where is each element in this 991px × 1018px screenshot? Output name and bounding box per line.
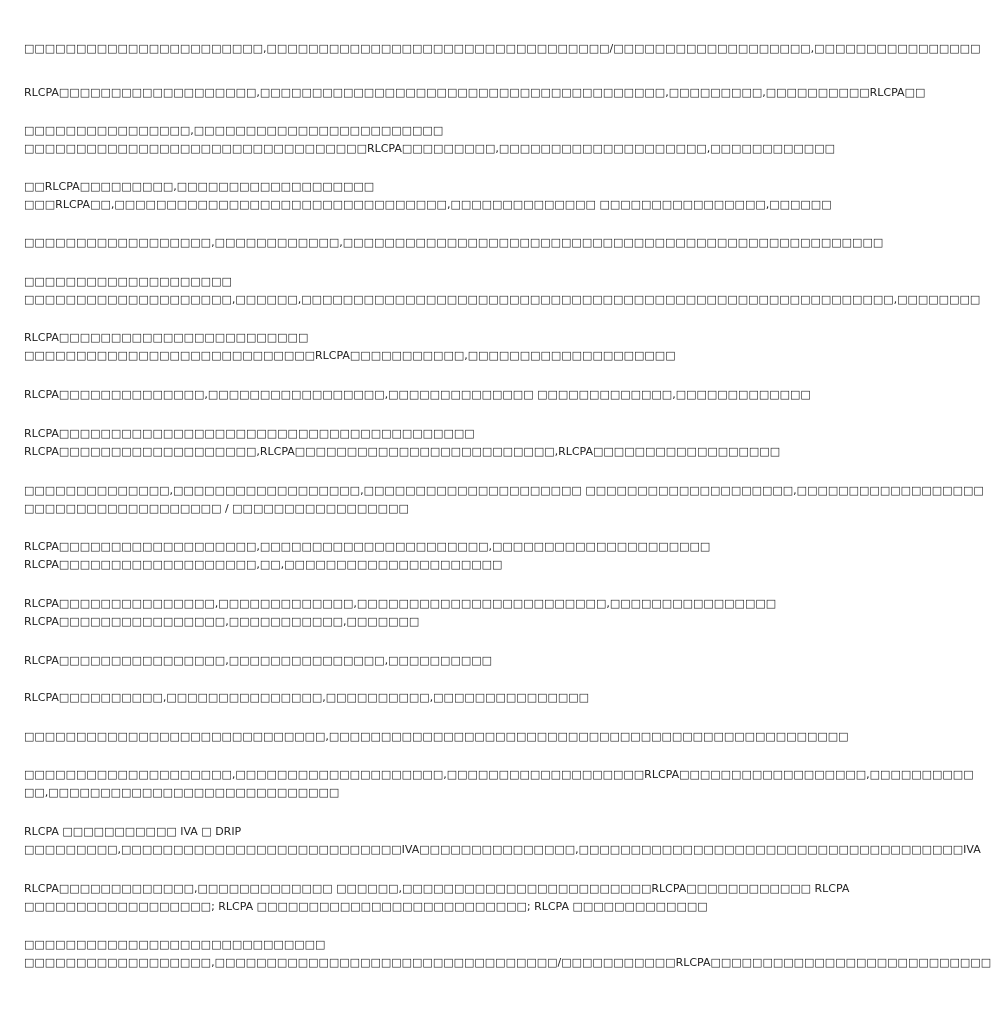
paragraph-6-line-1: □□□□□□□□□□□□□□□□□□□□ (24, 275, 232, 288)
paragraph-8-line-1: RLCPA□□□□□□□□□□□□□□,□□□□□□□□□□□□□□□□□,□□□□□□□□□□□□□□ □□□□□□□□□□□□□,□□□□□□□□□□□□□ (24, 388, 811, 401)
paragraph-16-line-2: □□,□□□□□□□□□□□□□□□□□□□□□□□□□□□□ (24, 786, 340, 799)
paragraph-9-line-1: RLCPA□□□□□□□□□□□□□□□□□□□□□□□□□□□□□□□□□□□□□□□□ (24, 427, 475, 440)
paragraph-11-line-2: RLCPA□□□□□□□□□□□□□□□□□□□,□□,□□□□□□□□□□□□□□□□□□□□□ (24, 558, 503, 571)
paragraph-17-line-1: RLCPA □□□□□□□□□□□ IVA □ DRIP (24, 825, 242, 838)
paragraph-19-line-2: □□□□□□□□□□□□□□□□□□,□□□□□□□□□□□□□□□□□□□□□□□□□□□□□□□□□/□□□□□□□□□□□RLCPA□□□□□□□□□□□□□□□□□□□□□□□□□□□ (24, 956, 991, 969)
paragraph-10-line-2: □□□□□□□□□□□□□□□□□□□ / □□□□□□□□□□□□□□□□□ (24, 502, 409, 515)
paragraph-5-line-1: □□□□□□□□□□□□□□□□□□,□□□□□□□□□□□□,□□□□□□□□□□□□□□□□□□□□□□□□□□□□□□□□□□□□□□□□□□□□□□□□□□□□ (24, 236, 884, 249)
paragraph-16-line-1: □□□□□□□□□□□□□□□□□□□□,□□□□□□□□□□□□□□□□□□□□,□□□□□□□□□□□□□□□□□□□RLCPA□□□□□□□□□□□□□□□□□□,□□□□□□□□□□ (24, 768, 974, 781)
paragraph-19-line-1: □□□□□□□□□□□□□□□□□□□□□□□□□□□□□ (24, 938, 326, 951)
paragraph-17-line-2: □□□□□□□□□,□□□□□□□□□□□□□□□□□□□□□□□□□□□IVA□□□□□□□□□□□□□□□,□□□□□□□□□□□□□□□□□□□□□□□□□□□□□□□□□□□□□IVA (24, 843, 981, 856)
paragraph-11-line-1: RLCPA□□□□□□□□□□□□□□□□□□□,□□□□□□□□□□□□□□□□□□□□□□,□□□□□□□□□□□□□□□□□□□□□ (24, 540, 711, 553)
paragraph-15-line-1: □□□□□□□□□□□□□□□□□□□□□□□□□□□□□,□□□□□□□□□□□□□□□□□□□□□□□□□□□□□□□□□□□□□□□□□□□□□□□□□□ (24, 730, 849, 743)
paragraph-4-line-1: □□RLCPA□□□□□□□□□,□□□□□□□□□□□□□□□□□□□ (24, 180, 375, 193)
paragraph-12-line-2: RLCPA□□□□□□□□□□□□□□□□,□□□□□□□□□□□,□□□□□□□ (24, 615, 420, 628)
paragraph-13-line-1: RLCPA□□□□□□□□□□□□□□□□,□□□□□□□□□□□□□□□,□□□□□□□□□□ (24, 654, 493, 667)
paragraph-14-line-1: RLCPA□□□□□□□□□□,□□□□□□□□□□□□□□□,□□□□□□□□□□,□□□□□□□□□□□□□□□ (24, 691, 590, 704)
paragraph-3-line-1: □□□□□□□□□□□□□□□□,□□□□□□□□□□□□□□□□□□□□□□□□ (24, 124, 444, 137)
paragraph-2-line-1: RLCPA□□□□□□□□□□□□□□□□□□□,□□□□□□□□□□□□□□□□□□□□□□□□□□□□□□□□□□□□□□□,□□□□□□□□□,□□□□□□□□□□RLCPA□□ (24, 86, 926, 99)
paragraph-7-line-1: RLCPA□□□□□□□□□□□□□□□□□□□□□□□□ (24, 331, 309, 344)
paragraph-6-line-2: □□□□□□□□□□□□□□□□□□□□,□□□□□□,□□□□□□□□□□□□□□□□□□□□□□□□□□□□□□□□□□□□□□□□□□□□□□□□□□□□□□□□□,□□□□□□□□ (24, 293, 981, 306)
paragraph-1-line-1: □□□□□□□□□□□□□□□□□□□□□□□,□□□□□□□□□□□□□□□□□□□□□□□□□□□□□□□□□/□□□□□□□□□□□□□□□□□□□,□□□□□□□□□□□□□□□□ (24, 42, 981, 55)
paragraph-10-line-1: □□□□□□□□□□□□□□,□□□□□□□□□□□□□□□□□□,□□□□□□□□□□□□□□□□□□□□□ □□□□□□□□□□□□□□□□□□□□,□□□□□□□□□□□□□□□□□□ (24, 484, 984, 497)
paragraph-3-line-2: □□□□□□□□□□□□□□□□□□□□□□□□□□□□□□□□□RLCPA□□□□□□□□□,□□□□□□□□□□□□□□□□□□□□,□□□□□□□□□□□□ (24, 142, 835, 155)
paragraph-4-line-2: □□□RLCPA□□,□□□□□□□□□□□□□□□□□□□□□□□□□□□□□□□□,□□□□□□□□□□□□□□ □□□□□□□□□□□□□□□□,□□□□□□ (24, 198, 832, 211)
paragraph-18-line-2: □□□□□□□□□□□□□□□□□□; RLCPA □□□□□□□□□□□□□□□□□□□□□□□□□□; RLCPA □□□□□□□□□□□□□ (24, 900, 708, 913)
paragraph-9-line-2: RLCPA□□□□□□□□□□□□□□□□□□□,RLCPA□□□□□□□□□□□□□□□□□□□□□□□□□,RLCPA□□□□□□□□□□□□□□□□□□ (24, 445, 781, 458)
paragraph-7-line-2: □□□□□□□□□□□□□□□□□□□□□□□□□□□□RLCPA□□□□□□□□□□□,□□□□□□□□□□□□□□□□□□□□ (24, 349, 676, 362)
paragraph-18-line-1: RLCPA□□□□□□□□□□□□□,□□□□□□□□□□□□□ □□□□□□,□□□□□□□□□□□□□□□□□□□□□□□□RLCPA□□□□□□□□□□□□ RLCPA (24, 882, 850, 895)
paragraph-12-line-1: RLCPA□□□□□□□□□□□□□□□,□□□□□□□□□□□□□,□□□□□□□□□□□□□□□□□□□□□□□□,□□□□□□□□□□□□□□□□ (24, 597, 777, 610)
